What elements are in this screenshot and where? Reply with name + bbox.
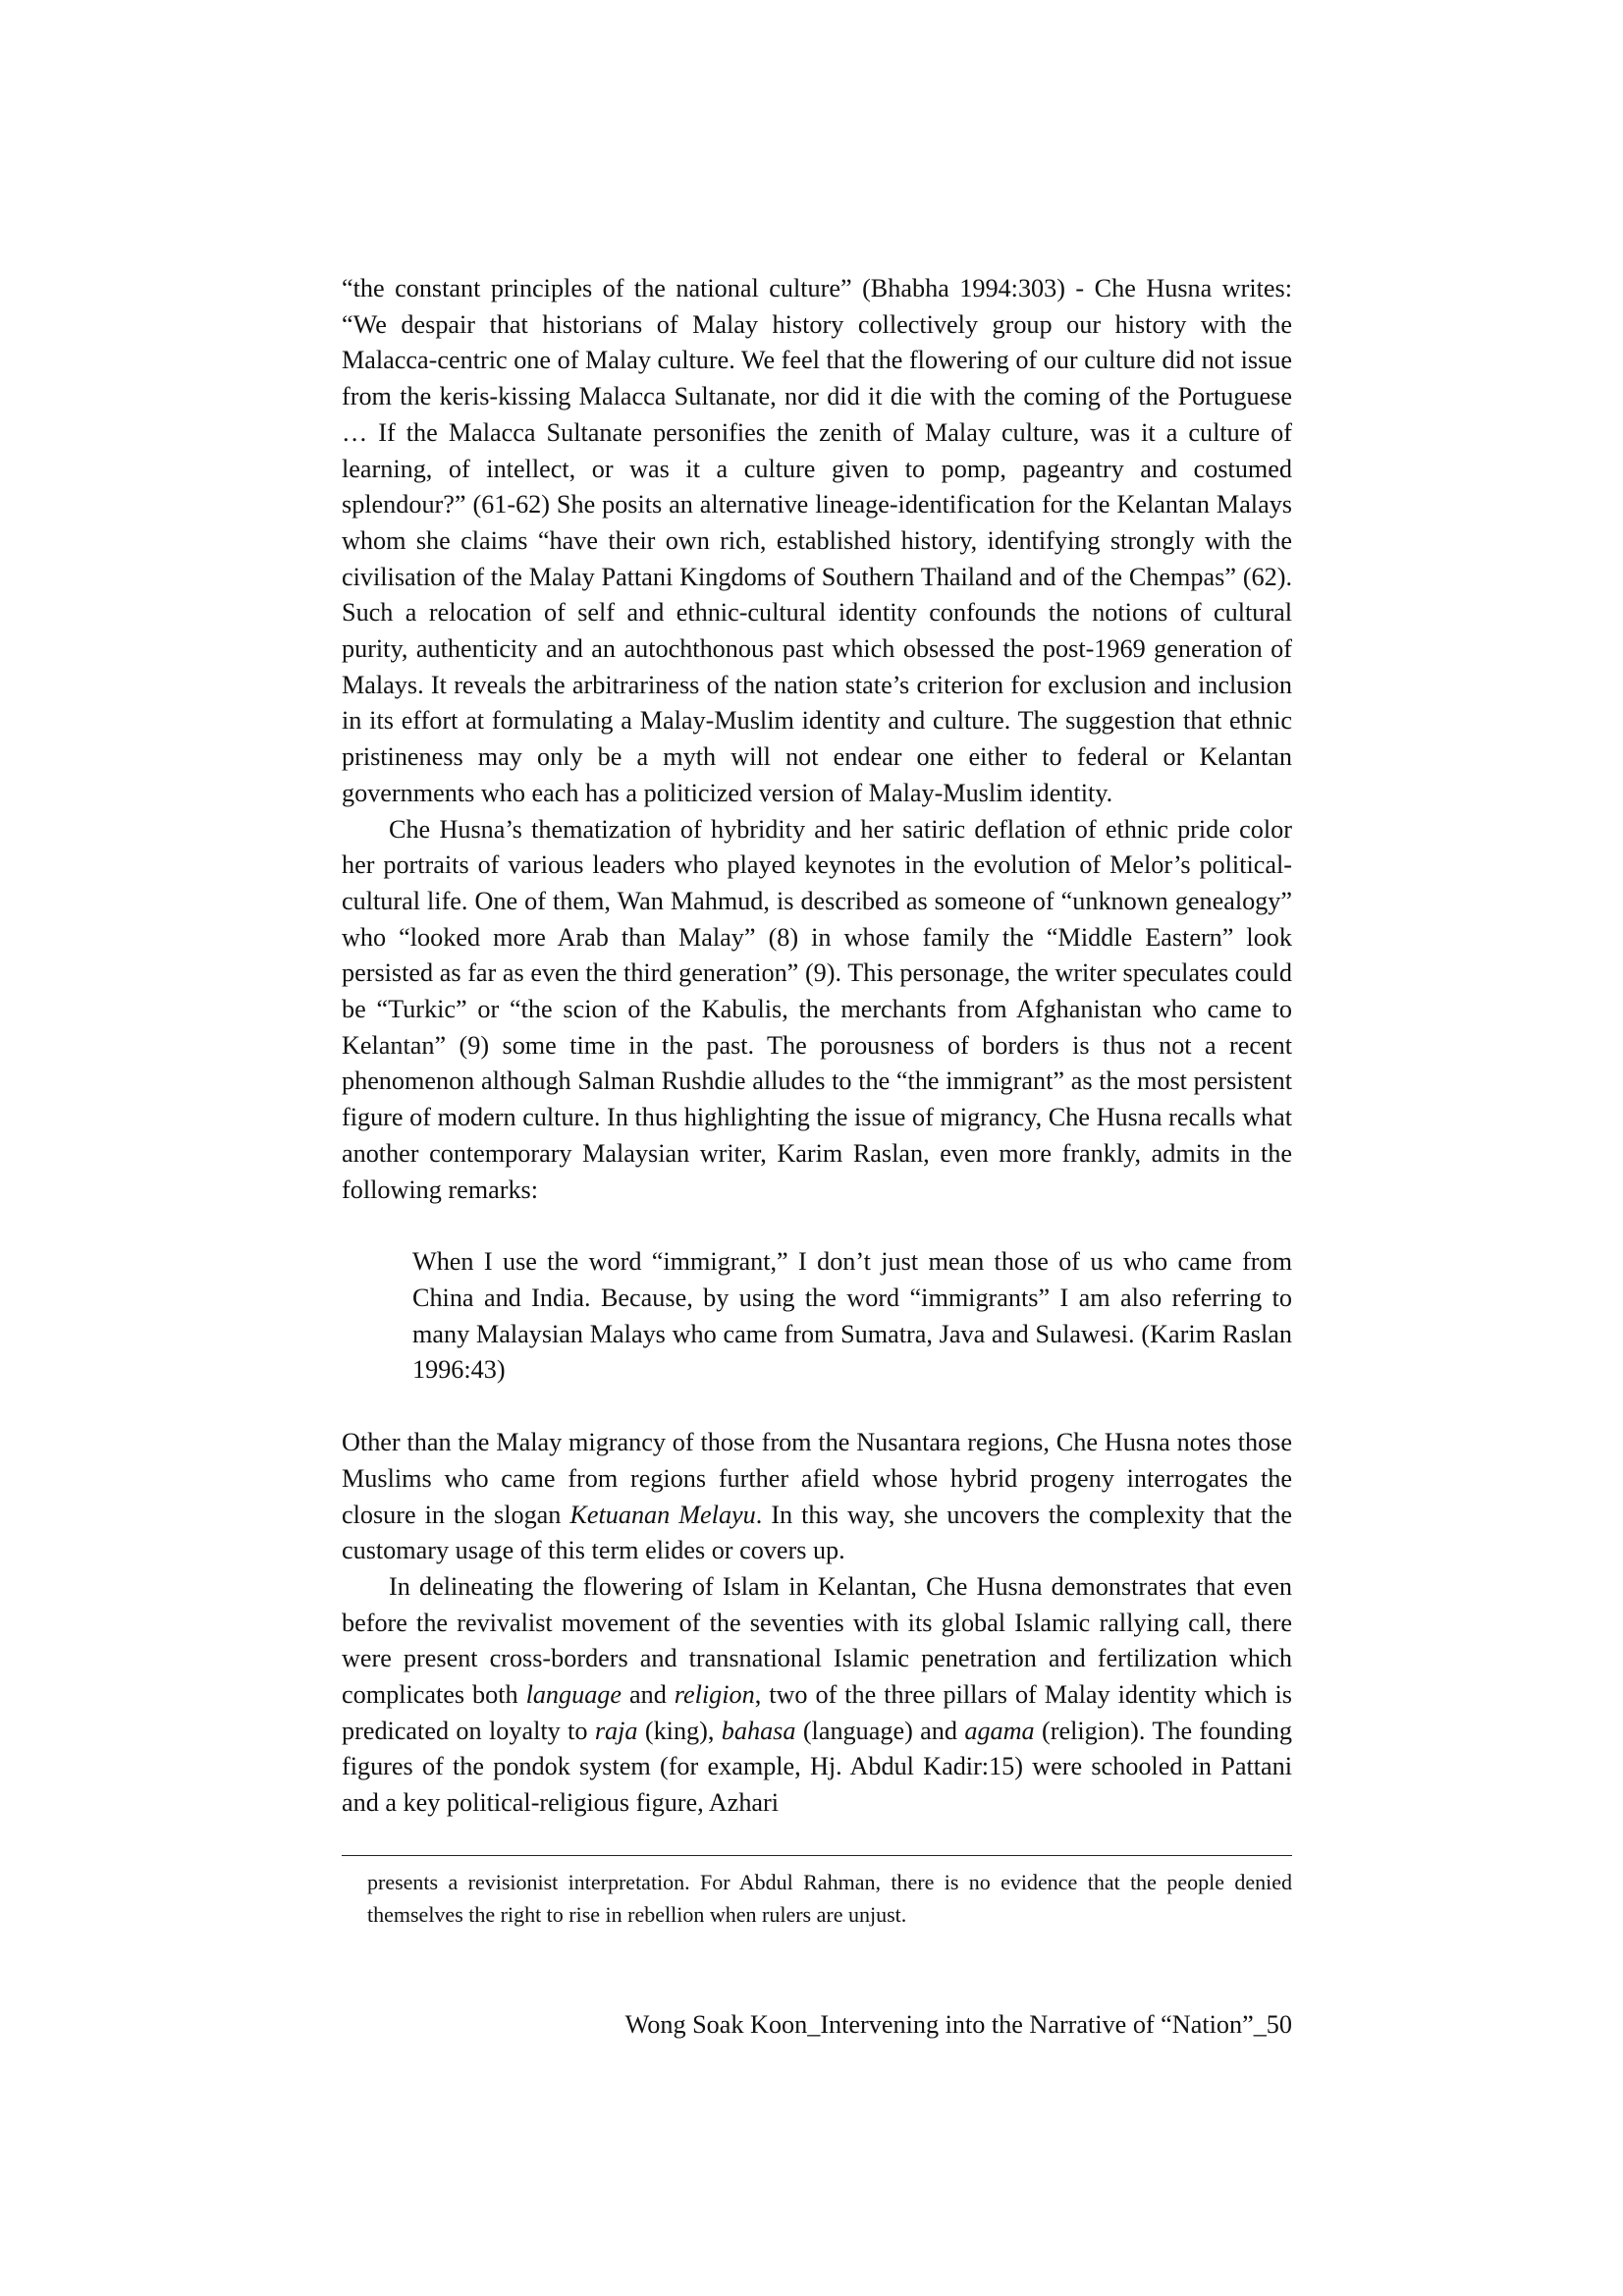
body-paragraph [342,1425,1292,1569]
footnote-separator [342,1855,1292,1856]
italic-term: language [525,1680,622,1710]
body-paragraph [342,271,1292,812]
text-run: . In this way, she uncovers the complexity that the customary usage of this term elides or covers up. [342,1500,1293,1565]
text-run: In delineating the flowering of Islam in Kelantan, Che Husna demonstrates that even before the revivalist movement of the seventies with its global Islamic rallying call, there were present cross-borders and transnational Islamic penetration and fertilization which complicates both [342,1571,1292,1710]
paragraph-group-before-quote [342,271,1292,1208]
text-run: (king), [637,1716,722,1745]
text-run: (religion). The founding figures of the pondok system (for example, Hj. Abdul Kadir:15) were schooled in Pattani and a key political-religious figure, Azhari [342,1716,1292,1818]
text-run: and [622,1680,675,1710]
paragraph-group-after-quote [342,1425,1292,1822]
page-footer: Wong Soak Koon_Intervening into the Narrative of “Nation”_50 [624,2010,1292,2039]
footnote-text: presents a revisionist interpretation. For Abdul Rahman, there is no evidence that the people denied themselves the right to rise in rebellion when rulers are unjust. [367,1870,1292,1927]
text-run: Che Husna’s thematization of hybridity and her satiric deflation of ethnic pride color her portraits of various leaders who played keynotes in the evolution of Melor’s political-cultural life. One of them, Wan Mahmud, is described as someone of “unknown genealogy” who “looked more Arab than Malay” (8) in whose family the “Middle Eastern” look persisted as far as even the third generation” (9). This personage, the writer speculates could be “Turkic” or “the scion of the Kabulis, the merchants from Afghanistan who came to Kelantan” (9) some time in the past. The porousness of borders is thus not a recent phenomenon although Salman Rushdie alludes to the “the immigrant” as the most persistent figure of modern culture. In thus highlighting the issue of migrancy, Che Husna recalls what another contemporary Malaysian writer, Karim Raslan, even more frankly, admits in the following remarks: [342,814,1292,1204]
italic-term: bahasa [721,1716,796,1745]
italic-term: religion [674,1680,755,1710]
text-run: (language) and [795,1716,965,1745]
body-paragraph [342,1569,1292,1822]
italic-term: Ketuanan Melayu [569,1500,756,1529]
main-body-text [342,271,1292,1822]
italic-term: agama [964,1716,1035,1745]
body-paragraph [342,812,1292,1209]
block-quote: When I use the word “immigrant,” I don’t just mean those of us who came from China and India. Because, by using the word “immigrants” I am also referring to many Malaysian Malays who came from Sumatra, Java and Sulawesi. (Karim Raslan 1996:43) [412,1247,1292,1385]
text-run: , two of the three pillars of Malay identity which is predicated on loyalty to [342,1680,1292,1745]
text-run: Other than the Malay migrancy of those from the Nusantara regions, Che Husna notes those Muslims who came from regions further afield whose hybrid progeny interrogates the closure in the slogan [342,1428,1292,1529]
text-run: “the constant principles of the national culture” (Bhabha 1994:303) - Che Husna writes: “We despair that historians of Malay history collectively group our history with the Malacca-centric one of Malay culture. We feel that the flowering of our culture did not issue from the keris-kissing Malacca Sultanate, nor did it die with the coming of the Portuguese … If the Malacca Sultanate personifies the zenith of Malay culture, was it a culture of learning, of intellect, or was it a culture given to pomp, pageantry and costumed splendour?” (61-62) She posits an alternative lineage-identification for the Kelantan Malays whom she claims “have their own rich, established history, identifying strongly with the civilisation of the Malay Pattani Kingdoms of Southern Thailand and of the Chempas” (62). Such a relocation of self and ethnic-cultural identity confounds the notions of cultural purity, authenticity and an autochthonous past which obsessed the post-1969 generation of Malays. It reveals the arbitrariness of the nation state’s criterion for exclusion and inclusion in its effort at formulating a Malay-Muslim identity and culture. The suggestion that ethnic pristineness may only be a myth will not endear one either to federal or Kelantan governments who each has a politicized version of Malay-Muslim identity. [342,274,1292,807]
italic-term: raja [594,1716,638,1745]
